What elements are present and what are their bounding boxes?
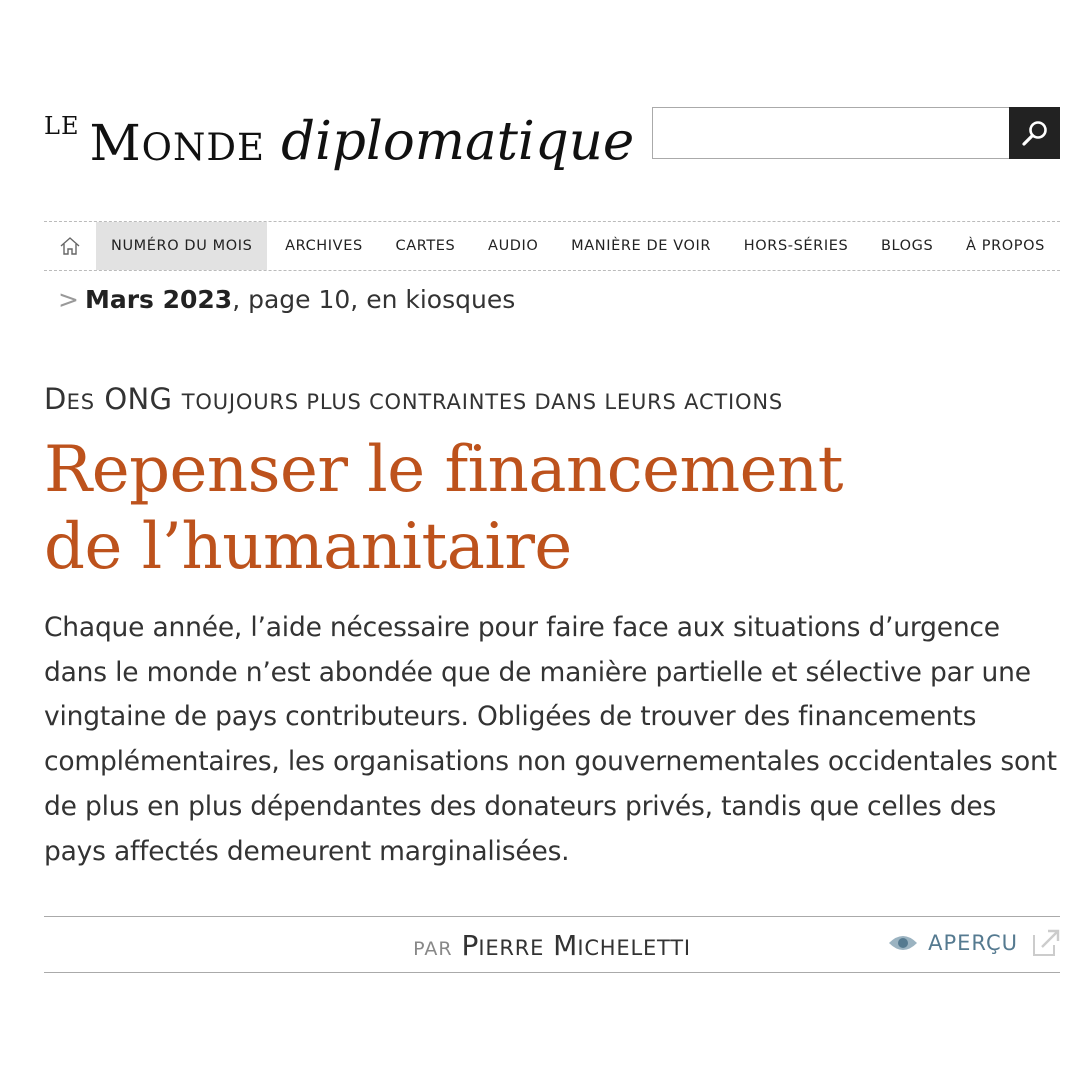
site-logo[interactable] — [44, 98, 635, 172]
article-lead: Chaque année, l’aide nécessaire pour faire face aux situations d’urgence dans le monde n’est abondée que de manière partielle et sélective par une vingtaine de pays contributeurs. Obligées de trouver des financements complémentaires, les organisations non gouvernementales occidentales sont de plus en plus dépendantes des donateurs privés, tandis que celles des pays affectés demeurent marginalisées. — [44, 612, 1057, 867]
nav-item-audio[interactable]: AUDIO — [488, 238, 539, 254]
title-line-2: de l’humanitaire — [44, 510, 572, 584]
apercu-label: APERÇU — [928, 931, 1018, 955]
apercu-button[interactable] — [888, 929, 1060, 957]
author-link[interactable]: PIERRE MICHELETTI — [461, 929, 691, 962]
byline-bar — [44, 916, 1060, 973]
nav-item-maniere-de-voir[interactable]: MANIÈRE DE VOIR — [571, 238, 712, 254]
nav-item-archives[interactable]: ARCHIVES — [285, 238, 363, 254]
nav-items — [96, 222, 1060, 270]
breadcrumb-arrow: > — [58, 285, 79, 314]
logo-diplomatique: diplomatique — [281, 111, 635, 172]
nav-item-cartes[interactable]: CARTES — [395, 238, 456, 254]
home-link[interactable] — [44, 222, 96, 270]
home-icon — [58, 235, 82, 257]
issue-breadcrumb — [58, 285, 515, 314]
nav-item-blogs[interactable]: BLOGS — [880, 238, 934, 254]
search-form — [652, 107, 1060, 159]
search-icon — [1020, 118, 1050, 148]
issue-details: , page 10, en kiosques — [232, 285, 516, 314]
article-title — [44, 432, 944, 586]
nav-item-hors-series[interactable]: HORS-SÉRIES — [743, 238, 849, 254]
search-input[interactable] — [652, 107, 1009, 159]
article-kicker: DES ONG TOUJOURS PLUS CONTRAINTES DANS LEURS ACTIONS — [44, 382, 783, 416]
external-link-icon[interactable] — [1032, 929, 1060, 957]
search-button[interactable] — [1009, 107, 1060, 159]
issue-month-link[interactable]: Mars 2023 — [84, 285, 233, 314]
nav-item-numero-du-mois[interactable]: NUMÉRO DU MOIS — [96, 222, 267, 270]
title-line-1: Repenser le financement — [44, 433, 843, 507]
logo-monde: MONDE — [89, 114, 266, 172]
byline-par: PAR — [413, 938, 453, 960]
eye-icon — [888, 933, 918, 953]
logo-le: LE — [44, 112, 80, 140]
main-nav — [44, 221, 1060, 271]
nav-item-a-propos[interactable]: À PROPOS — [966, 238, 1045, 254]
